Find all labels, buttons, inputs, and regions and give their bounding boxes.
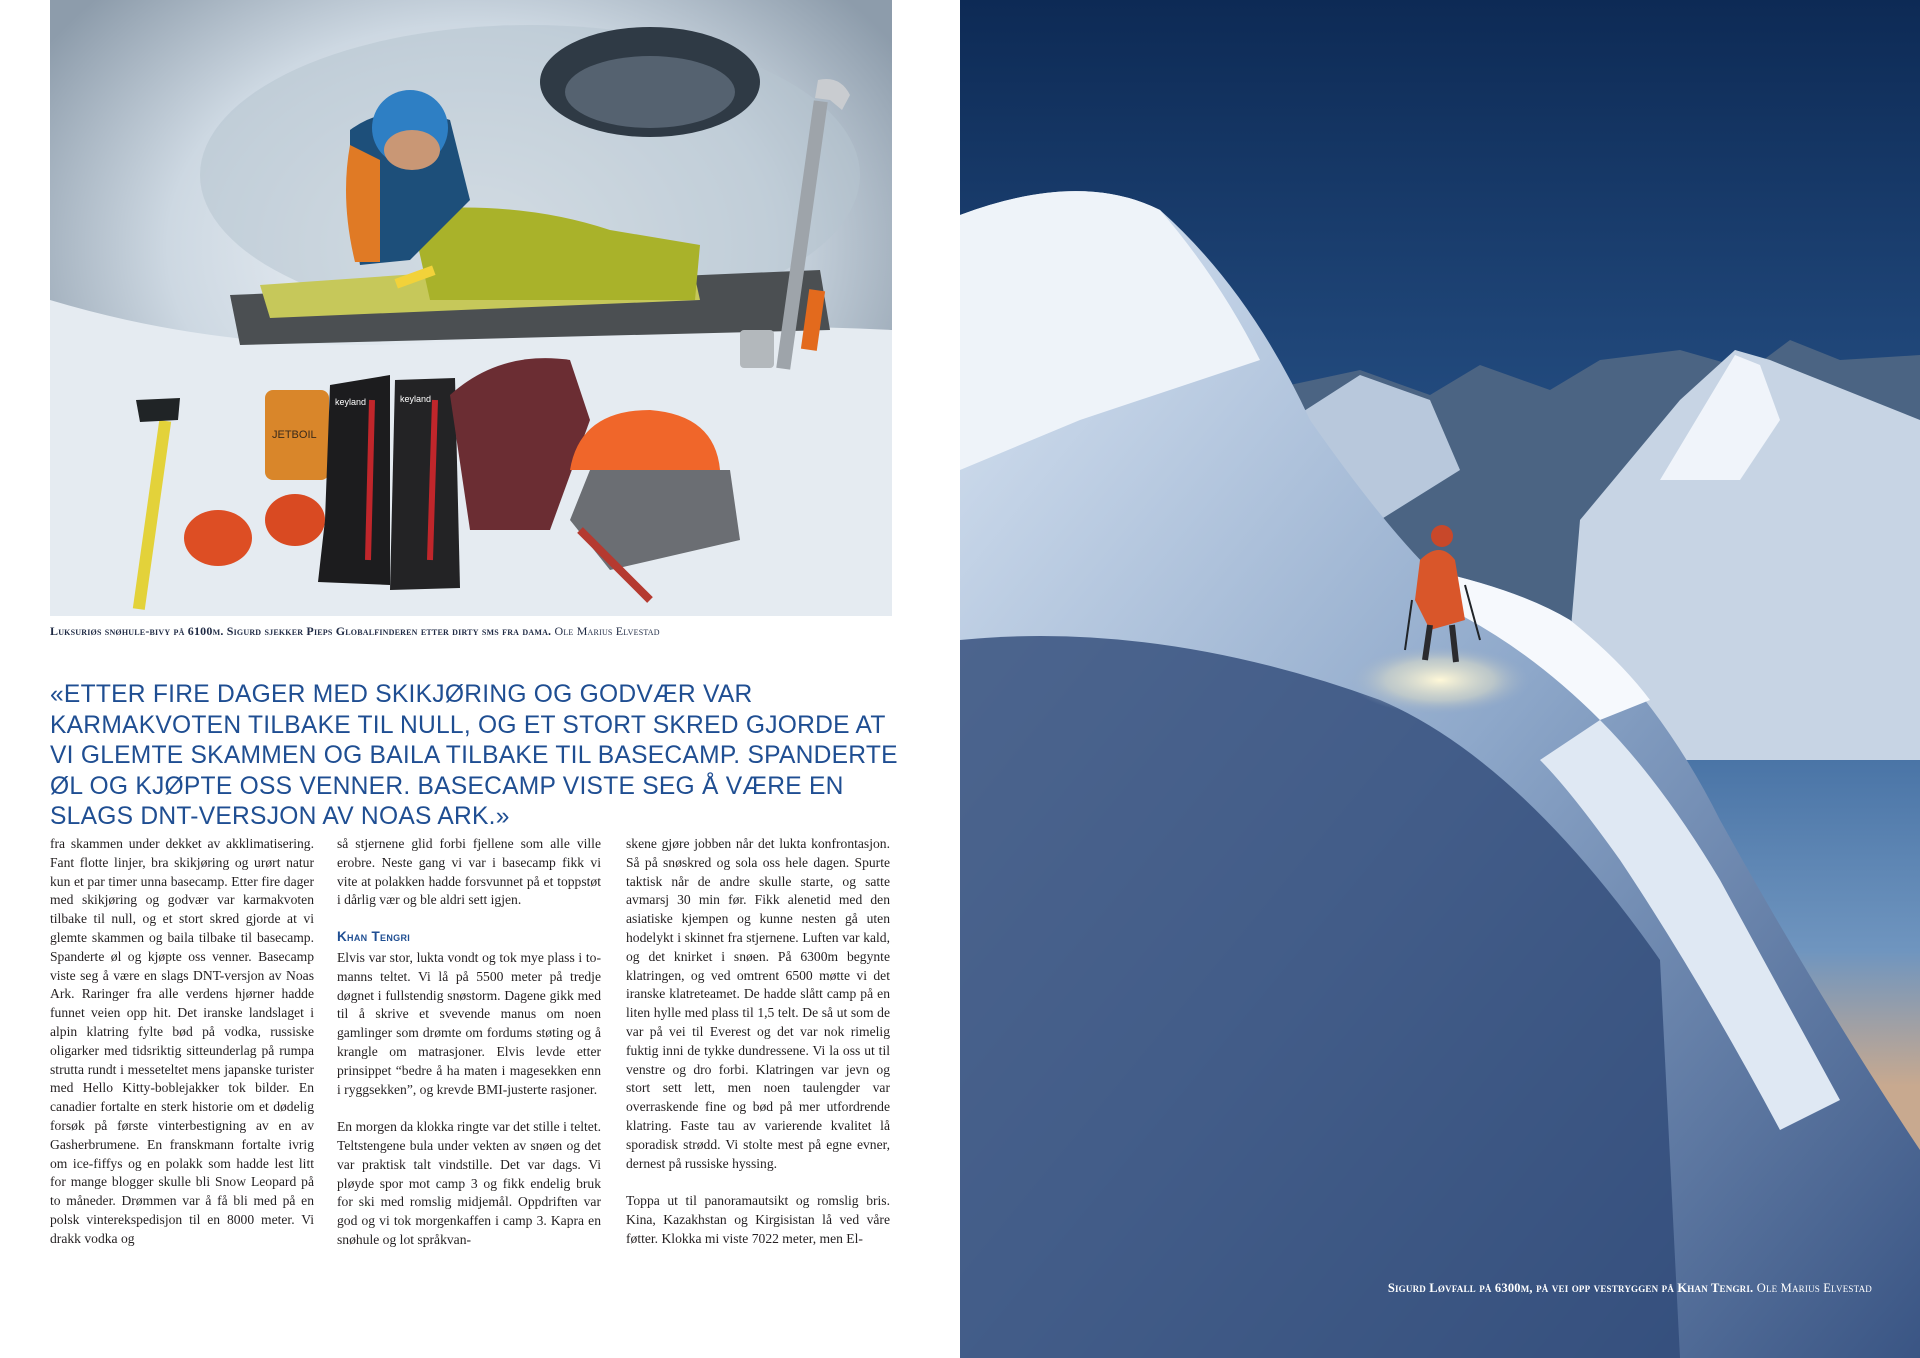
right-page — [960, 0, 1920, 1358]
photo-caption-right — [1388, 1281, 1872, 1296]
body-column-1 — [50, 835, 314, 1249]
caption-top-text: Luksuriøs snøhule-bivy på 6100m. Sigurd sjekker Pieps Globalfinderen etter dirty sms fra dama. — [50, 624, 552, 638]
snow-cave-illustration — [50, 0, 892, 616]
jetboil-label: JETBOIL — [272, 429, 317, 441]
section-heading-khan-tengri: Khan Tengri — [337, 929, 411, 945]
caption-right-text: Sigurd Løvfall på 6300m, på vei opp vestryggen på Khan Tengri. — [1387, 1281, 1754, 1295]
khan-tengri-ridge-photo — [960, 0, 1920, 1358]
col2-paragraph-2: Elvis var stor, lukta vondt og tok mye plass i to-manns teltet. Vi lå på 5500 meter på tredje døgnet i fullstendig snøstorm. Dagene gikk med til å skrive et svevende manus om noen gamlinger som drømte om fordums støting og å krangle om matrasjoner. Elvis levde etter prinsippet “bedre å ha maten i magesekken enn i ryggsekken”, og krevde BMI-justerte rasjoner. — [337, 949, 601, 1097]
boot-brand-right: keyland — [400, 394, 432, 404]
caption-right-credit: Ole Marius Elvestad — [1756, 1281, 1872, 1295]
col3-paragraph-1: skene gjøre jobben når det lukta konfrontasjon. Så på snøskred og sola oss hele dagen. Spurte taktisk når de andre skulle starte, og satte avmarsj 30 min før. Fikk alenetid med den asiatiske kjempen og kunne nesten gå uten hodelykt i skinnet fra stjernene. Luften var kald, og det knirket i snøen. På 6300m begynte klatringen, og ved omtrent 6500 møtte vi det iranske klatreteamet. De hadde slått camp på en liten hylle med plass til 1,5 telt. De så ut som de var på vei til Everest og det var nok rimelig fuktig inni de tykke dundressene. Vi la oss ut til venstre og dro forbi. Klatringen var jevn og stort sett lett, men noen taulengder var overraskende fine og bød på mer utfordrende klatring. Faste tau av varierende kvalitet lå sporadisk strødd. Vi stolte mest på egne evner, dernest på russiske hyssing. — [626, 836, 890, 1171]
body-column-3 — [626, 835, 890, 1249]
col2-paragraph-1: så stjernene glid forbi fjellene som alle ville erobre. Neste gang vi var i basecamp fikk vi vite at polakken hadde forsvunnet på et toppstøt i dårlig vær og ble aldri sett igjen. — [337, 836, 601, 908]
body-column-2 — [337, 835, 601, 1250]
pull-quote: «ETTER FIRE DAGER MED SKIKJØRING OG GODVÆR VAR KARMAKVOTEN TILBAKE TIL NULL, OG ET STORT SKRED GJORDE AT VI GLEMTE SKAMMEN OG BAILA TILBAKE TIL BASECAMP. SPANDERTE ØL OG KJØPTE OSS VENNER. BASECAMP VISTE SEG Å VÆRE EN SLAGS DNT-VERSJON AV NOAS ARK.» — [50, 681, 898, 830]
col2-paragraph-3: En morgen da klokka ringte var det stille i teltet. Teltstengene bula under vekten av snøen og det var praktisk talt vindstille. Det var dags. Vi pløyde spor mot camp 3 og fikk endelig bruk for ski med romslig midjemål. Oppdriften var god og vi tok morgenkaffen i camp 3. Kapra en snøhule og lot språkvan- — [337, 1119, 601, 1247]
mountain-ridge-illustration — [960, 0, 1920, 1358]
col1-paragraph-1: fra skammen under dekket av akklimatisering. Fant flotte linjer, bra skikjøring og urørt natur kun et par timer unna basecamp. Etter fire dager med skikjøring og godvær var karmakvoten tilbake til null, og et stort skred gjorde at vi glemte skammen og baila tilbake til basecamp. Spanderte øl og kjøpte oss venner. Basecamp viste seg å være en slags DNT-versjon av Noas Ark. Raringer fra alle verdens hjørner hadde funnet veien opp hit. Det iranske landslaget i alpin klatring fylte bød på vodka, russiske oligarker med tidsriktig sitteunderlag på rumpa strutta rundt i messeteltet mens japanske turister med Hello Kitty-boblejakker tok bilder. En canadier fortalte en sterk historie om et dødelig forsøk på første vinterbestigning av en av Gasherbrumene. En franskmann fortalte ivrig om ice-fiffys og en polakk som hadde lest litt for mange blogger skulle bli Snow Leopard på to måneder. Drømmen var å få bli med på en polsk vinterekspedisjon til en 8000 meter. Vi drakk vodka og — [50, 836, 314, 1246]
boot-brand-left: keyland — [335, 397, 367, 407]
photo-caption-top — [50, 624, 910, 639]
col3-paragraph-2: Toppa ut til panoramautsikt og romslig bris. Kina, Kazakhstan og Kirgisistan lå ved våre føtter. Klokka mi viste 7022 meter, men El- — [626, 1193, 890, 1246]
caption-top-credit: Ole Marius Elvestad — [554, 624, 660, 638]
snow-cave-bivy-photo — [50, 0, 892, 616]
